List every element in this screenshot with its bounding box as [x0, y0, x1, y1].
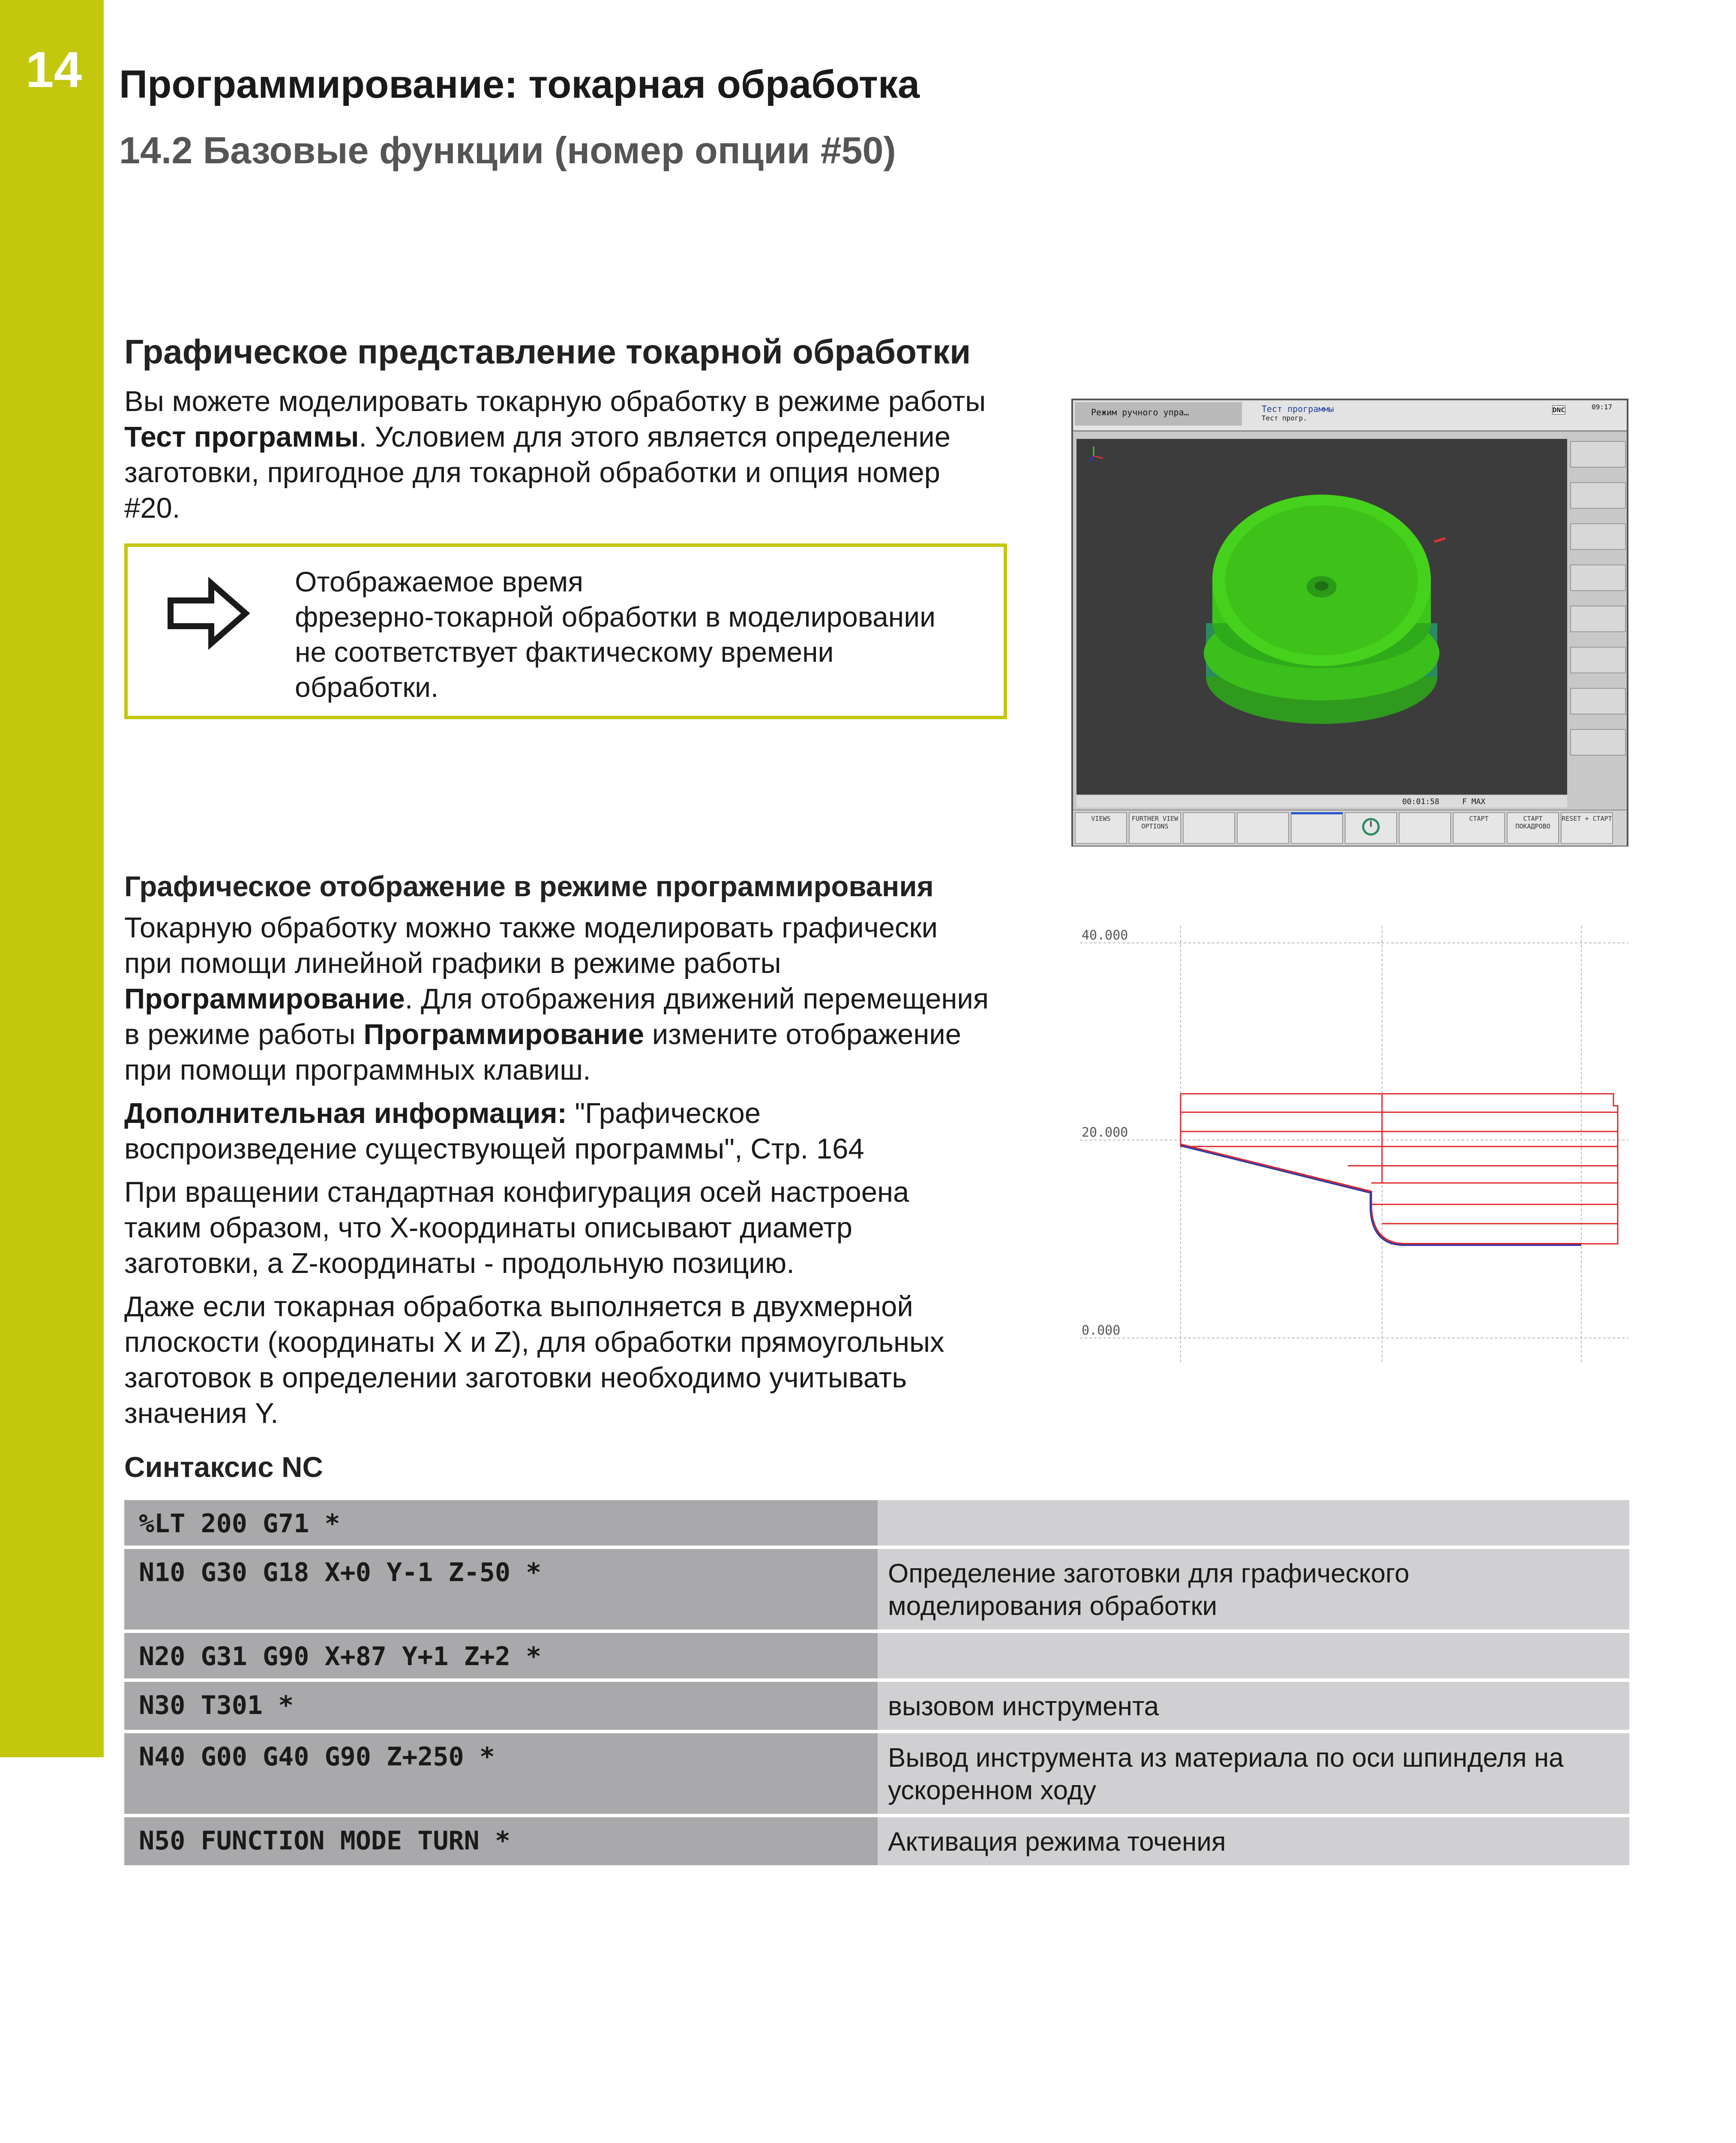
tnc-softkey-bar — [1073, 810, 1627, 846]
programming-paragraph — [124, 910, 1016, 1431]
tnc-status-bar — [1076, 795, 1567, 807]
note-text — [295, 564, 989, 705]
table-row — [124, 1500, 1629, 1546]
desc-line: ускоренном ходу — [888, 1776, 1096, 1805]
axis-triad-icon — [1089, 447, 1103, 461]
tnc-screenshot — [1071, 399, 1628, 846]
text-line — [124, 981, 1016, 1017]
chapter-number: 14 — [26, 42, 82, 98]
tnc-tab-test — [1244, 402, 1467, 426]
nc-syntax-table — [124, 1497, 1629, 1869]
softkey-speed[interactable] — [1345, 812, 1397, 844]
status-feed: F MAX — [1462, 797, 1486, 806]
text-line: плоскости (координаты X и Z), для обработки прямоугольных — [124, 1326, 944, 1358]
note-line: Отображаемое время — [295, 566, 584, 597]
section-heading-programming: Графическое отображение в режиме программирования — [124, 870, 934, 903]
vertical-softkey[interactable] — [1570, 688, 1626, 714]
simulation-view — [1076, 439, 1567, 795]
turned-part-graphic — [1076, 439, 1567, 795]
cross-reference: воспроизведение существующей программы", Стр. 164 — [124, 1133, 864, 1165]
softkey-label: VIEWS — [1091, 815, 1111, 822]
table-row — [124, 1633, 1629, 1678]
desc-line: Вывод инструмента из материала по оси шпинделя на — [888, 1743, 1564, 1773]
softkey-start-single[interactable] — [1507, 812, 1559, 844]
text-span: "Графическое — [567, 1097, 761, 1129]
text-line: При вращении стандартная конфигурация осей настроена — [124, 1176, 909, 1208]
bold-term: Программирование — [363, 1018, 645, 1050]
note-line: фрезерно-токарной обработки в моделировании — [295, 601, 935, 633]
nc-desc-cell — [878, 1817, 1629, 1865]
bold-term: Тест программы — [124, 421, 359, 453]
desc-line: Определение заготовки для графического — [888, 1559, 1409, 1588]
softkey-empty[interactable] — [1183, 812, 1235, 844]
y-label-40: 40.000 — [1082, 928, 1128, 943]
plot-grid — [1080, 926, 1628, 1363]
softkey-reset-start[interactable] — [1561, 812, 1613, 844]
text-line: таким образом, что X-координаты описывают диаметр — [124, 1212, 852, 1244]
text-span: . Условием для этого является определение — [359, 421, 950, 453]
note-line: обработки. — [295, 671, 439, 703]
section-heading-graphics: Графическое представление токарной обработки — [124, 333, 971, 371]
dnc-badge: DNC — [1553, 406, 1565, 414]
blank-outline-red — [1181, 1094, 1618, 1244]
softkey-label: СТАРТ ПОКАДРОВО — [1515, 815, 1550, 830]
text-line: Вы можете моделировать токарную обработку в режиме работы — [124, 385, 986, 417]
table-row — [124, 1817, 1629, 1865]
nc-desc-cell — [878, 1733, 1629, 1814]
vertical-softkey[interactable] — [1570, 564, 1626, 591]
vertical-softkey[interactable] — [1570, 647, 1626, 673]
section-title: 14.2 Базовые функции (номер опции #50) — [119, 129, 896, 171]
tnc-tab-label: Тест программы — [1262, 404, 1334, 414]
intro-paragraph — [124, 384, 1016, 526]
tnc-tab-manual — [1075, 402, 1242, 426]
tnc-vertical-softkeys — [1570, 420, 1627, 775]
table-row — [124, 1682, 1629, 1730]
softkey-label: RESET + СТАРТ — [1562, 815, 1612, 822]
text-line: при помощи программных клавиш. — [124, 1054, 591, 1086]
text-line: Токарную обработку можно также моделировать графически — [124, 912, 938, 944]
y-label-0: 0.000 — [1082, 1323, 1121, 1338]
softkey-label: СТАРТ — [1469, 815, 1489, 822]
nc-desc-cell — [878, 1549, 1629, 1630]
desc-line: Активация режима точения — [888, 1827, 1226, 1857]
status-time: 00:01:58 — [1402, 797, 1439, 806]
y-label-20: 20.000 — [1082, 1125, 1128, 1140]
table-row — [124, 1549, 1629, 1630]
bold-term: Программирование — [124, 983, 405, 1015]
note-box — [124, 543, 1007, 719]
tnc-tab-label: Режим ручного упра… — [1091, 407, 1189, 417]
tnc-clock: 09:17 — [1592, 403, 1613, 411]
nc-desc-cell — [878, 1500, 1629, 1546]
softkey-further-view-options[interactable] — [1129, 812, 1181, 844]
note-line: не соответствует фактическому времени — [295, 636, 834, 668]
tnc-header — [1073, 400, 1627, 432]
syntax-heading: Синтаксис NC — [124, 1451, 323, 1483]
vertical-softkey[interactable] — [1570, 606, 1626, 632]
nc-code-cell: %LT 200 G71 * — [124, 1500, 878, 1546]
softkey-label: FURTHER VIEW OPTIONS — [1131, 815, 1178, 830]
vertical-softkey[interactable] — [1570, 523, 1626, 550]
line-graphics-plot — [1071, 917, 1628, 1372]
nc-code-cell: N30 T301 * — [124, 1682, 878, 1730]
speed-dial-icon — [1360, 815, 1382, 836]
vertical-softkey[interactable] — [1570, 482, 1626, 509]
softkey-start[interactable] — [1453, 812, 1505, 844]
text-line: при помощи линейной графики в режиме работы — [124, 947, 781, 979]
softkey-empty[interactable] — [1291, 812, 1343, 844]
chapter-sidebar — [0, 0, 104, 1757]
bold-term: Дополнительная информация: — [124, 1097, 567, 1129]
nc-desc-cell — [878, 1682, 1629, 1730]
nc-code-cell: N10 G30 G18 X+0 Y-1 Z-50 * — [124, 1549, 878, 1630]
text-line: заготовок в определении заготовки необходимо учитывать — [124, 1362, 907, 1394]
text-span: измените отображение — [644, 1018, 962, 1050]
nc-desc-cell — [878, 1633, 1629, 1678]
vertical-softkey[interactable] — [1570, 729, 1626, 756]
text-line: значения Y. — [124, 1397, 279, 1429]
text-line — [124, 419, 1016, 455]
nc-code-cell: N20 G31 G90 X+87 Y+1 Z+2 * — [124, 1633, 878, 1678]
nc-code-cell: N40 G00 G40 G90 Z+250 * — [124, 1733, 878, 1814]
softkey-views[interactable] — [1075, 812, 1127, 844]
text-line: Даже если токарная обработка выполняется в двухмерной — [124, 1291, 913, 1323]
text-line — [124, 1017, 1016, 1052]
nc-code-cell: N50 FUNCTION MODE TURN * — [124, 1817, 878, 1865]
text-line: #20. — [124, 492, 180, 524]
tool-path — [1181, 1144, 1581, 1245]
text-line — [124, 1096, 1016, 1131]
desc-line: моделирования обработки — [888, 1591, 1217, 1621]
text-line: заготовки, пригодное для токарной обработки и опция номер — [124, 456, 940, 489]
chapter-title: Программирование: токарная обработка — [119, 63, 920, 106]
tnc-tab-sublabel: Тест прогр. — [1262, 414, 1307, 422]
arrow-right-icon — [164, 577, 254, 650]
desc-line: вызовом инструмента — [888, 1692, 1159, 1721]
text-span: . Для отображения движений перемещения — [405, 983, 989, 1015]
text-span: в режиме работы — [124, 1018, 364, 1050]
text-line: заготовки, а Z-координаты - продольную позицию. — [124, 1247, 795, 1279]
softkey-empty[interactable] — [1237, 812, 1289, 844]
table-row — [124, 1733, 1629, 1814]
softkey-empty[interactable] — [1399, 812, 1451, 844]
vertical-softkey[interactable] — [1570, 441, 1626, 468]
